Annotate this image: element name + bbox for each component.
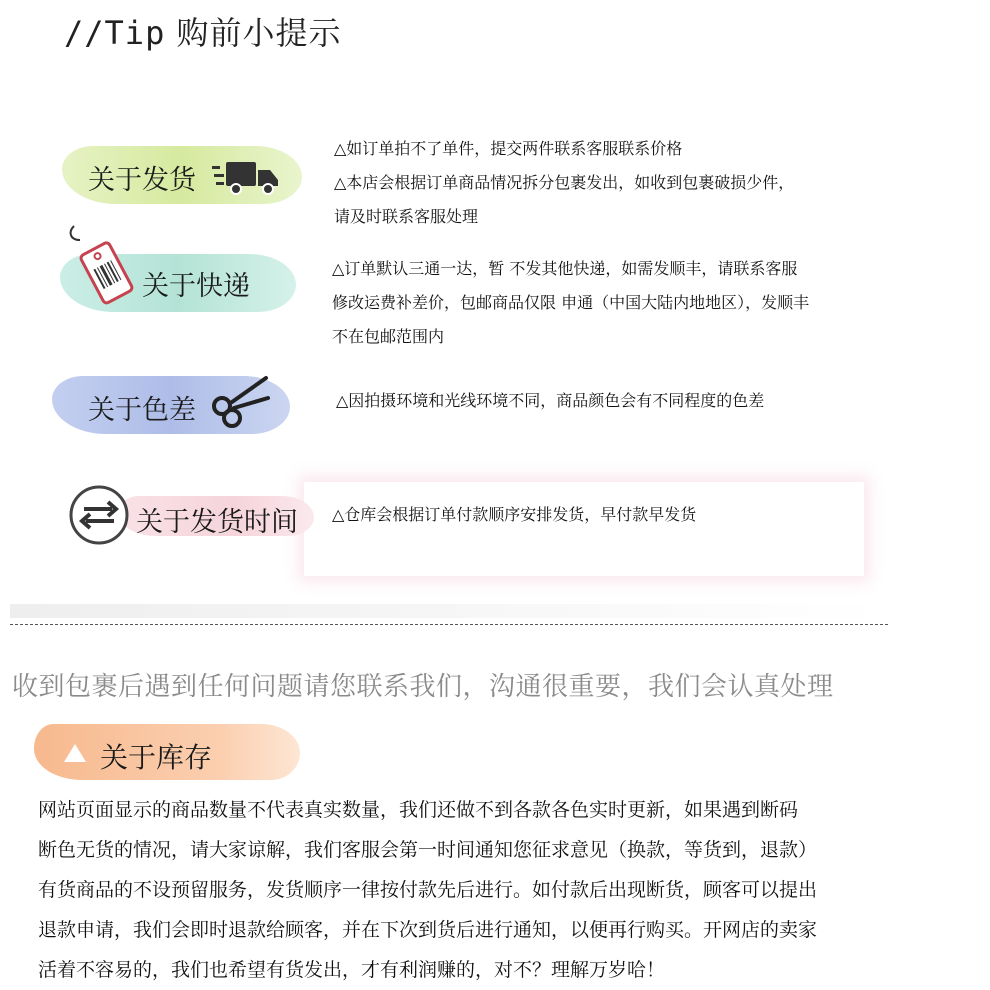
desc-line: 修改运费补差价，包邮商品仅限 申通（中国大陆内地地区），发顺丰	[332, 293, 810, 312]
stock-label: 关于库存	[100, 741, 213, 774]
section-label-color: 关于色差	[88, 395, 196, 426]
section-desc-shipping	[334, 132, 794, 234]
section-label-express: 关于快递	[142, 271, 250, 302]
desc-line: 请及时联系客服处理	[334, 207, 479, 226]
title-prefix: //Tip	[64, 14, 166, 52]
section-desc-color	[336, 384, 764, 418]
paragraph-line: 断色无货的情况，请大家谅解，我们客服会第一时间通知您征求意见（换款，等货到，退款）	[38, 839, 818, 861]
paragraph-line: 退款申请，我们会即时退款给顾客，并在下次到货后进行通知，以便再行购买。开网店的卖家	[38, 919, 818, 941]
section-label-time: 关于发货时间	[136, 507, 298, 538]
section-label-shipping: 关于发货	[88, 165, 196, 196]
desc-line: △仓库会根据订单付款顺序安排发货，早付款早发货	[332, 505, 697, 524]
exchange-icon	[68, 484, 130, 546]
scissors-icon	[206, 372, 272, 428]
desc-line: △本店会根据订单商品情况拆分包裹发出，如收到包裹破损少件，	[334, 173, 795, 192]
section-desc-express	[332, 252, 809, 354]
contact-notice: 收到包裹后遇到任何问题请您联系我们，沟通很重要，我们会认真处理	[12, 672, 834, 702]
separator-fade	[10, 604, 888, 618]
desc-line: 不在包邮范围内	[332, 327, 445, 346]
section-desc-time	[332, 498, 696, 532]
stock-paragraph	[38, 790, 978, 990]
desc-line: △因拍摄环境和光线环境不同，商品颜色会有不同程度的色差	[336, 391, 765, 410]
truck-icon	[212, 160, 280, 196]
separator-dashed	[10, 624, 888, 625]
title-text: 购前小提示	[176, 14, 342, 52]
tag-icon	[66, 222, 142, 308]
paragraph-line: 网站页面显示的商品数量不代表真实数量，我们还做不到各款各色实时更新，如果遇到断码	[38, 799, 799, 821]
desc-line: △订单默认三通一达，暂 不发其他快递，如需发顺丰，请联系客服	[332, 259, 798, 278]
paragraph-line: 活着不容易的，我们也希望有货发出，才有利润赚的，对不？理解万岁哈！	[38, 959, 666, 981]
warning-triangle-icon	[64, 744, 86, 762]
desc-line: △如订单拍不了单件，提交两件联系客服联系价格	[334, 139, 683, 158]
paragraph-line: 有货商品的不设预留服务，发货顺序一律按付款先后进行。如付款后出现断货，顾客可以提出	[38, 879, 818, 901]
page-title	[64, 8, 342, 54]
